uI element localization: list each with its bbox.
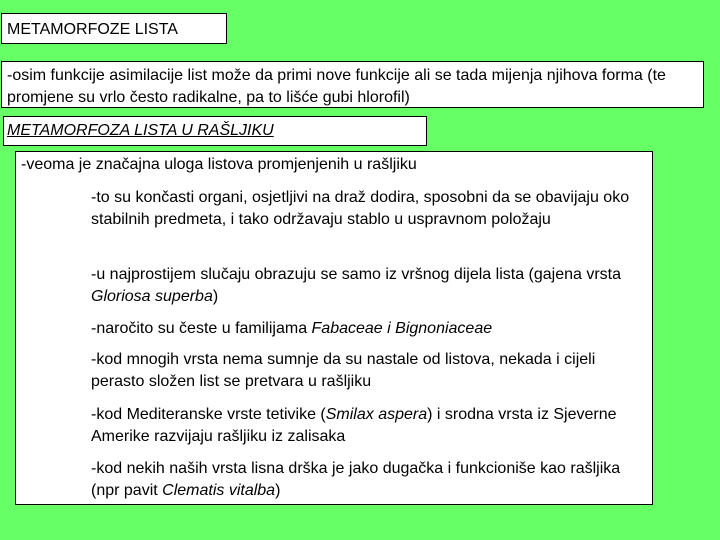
family-names: Fabaceae i Bignoniaceae (311, 320, 493, 337)
item-text: -kod nekih naših vrsta lisna drška je jako dugačka i funkcioniše kao rašljika (npr pavit (91, 460, 621, 499)
list-item (91, 264, 646, 308)
list-item (91, 404, 646, 448)
subtitle-box (3, 116, 427, 146)
title-box (1, 13, 227, 44)
item-text: -u najprostijem slučaju obrazuju se samo iz vršnog dijela lista (gajena vrsta (91, 266, 622, 283)
main-lead-text: -veoma je značajna uloga listova promjenjenih u rašljiku (21, 156, 417, 173)
list-item (91, 458, 646, 502)
list-item (91, 349, 646, 393)
list-item (91, 187, 646, 231)
item-text: -kod Mediteranske vrste tetivike ( (91, 406, 326, 423)
intro-box (1, 61, 704, 108)
intro-text: -osim funkcije asimilacije list može da primi nove funkcije ali se tada mijenja njihova forma (te promjene su vrlo često radikalne, pa to lišće gubi hlorofil) (7, 67, 666, 106)
species-name: Gloriosa superba (91, 288, 213, 305)
item-text-end: ) i srodna vrsta iz Sjeverne Amerike razvijaju rašljiku iz zalisaka (91, 406, 617, 445)
item-text: -naročito su česte u familijama (91, 320, 312, 337)
species-name: Smilax aspera (325, 406, 428, 423)
item-text: -kod mnogih vrsta nema sumnje da su nastale od listova, nekada i cijeli perasto složen list se pretvara u rašljiku (91, 351, 596, 390)
slide-title: METAMORFOZE LISTA (7, 21, 178, 38)
item-text-end: ) (212, 288, 219, 305)
section-subtitle: METAMORFOZA LISTA U RAŠLJIKU (7, 122, 274, 139)
item-text-end: ) (275, 482, 281, 499)
species-name: Clematis vitalba (162, 482, 276, 499)
item-text: -to su končasti organi, osjetljivi na draž dodira, sposobni da se obavijaju oko stabilnih predmeta, i tako održavaju stablo u uspravnom položaju (91, 189, 630, 228)
list-item (91, 318, 646, 340)
main-content-box (15, 151, 653, 505)
